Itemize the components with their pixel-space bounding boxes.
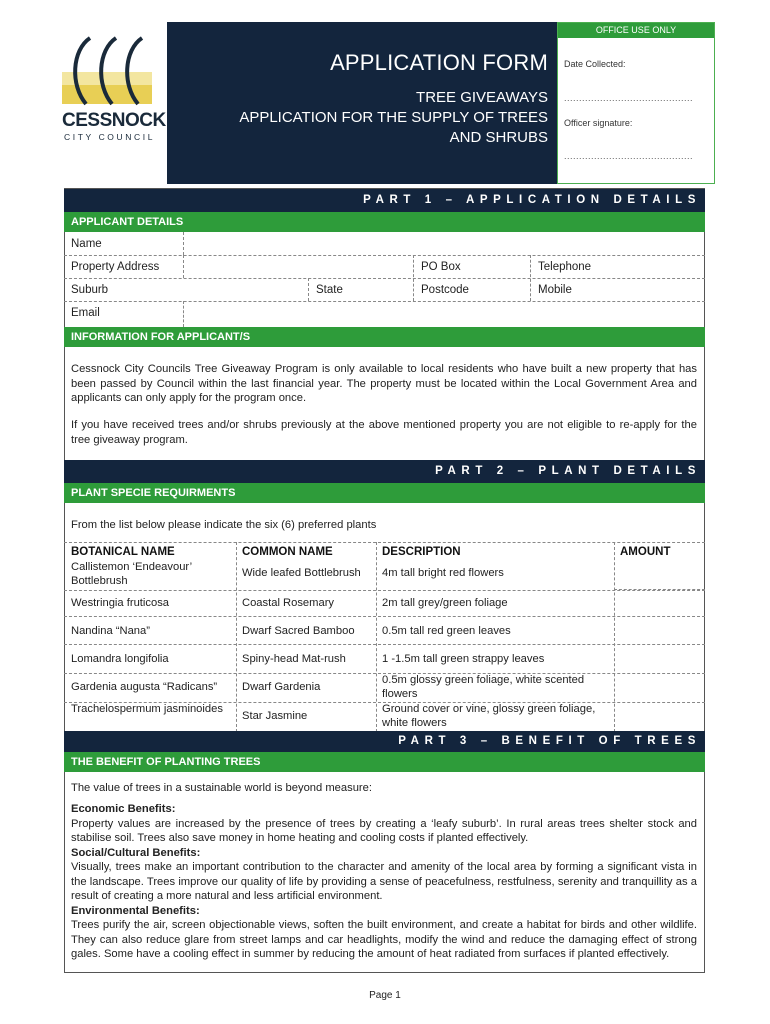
plant-description: Ground cover or vine, glossy green foliage, white flowers [382,703,596,729]
plant-description: 2m tall grey/green foliage [382,597,508,609]
email-label: Email [71,307,100,319]
plant-common-name: Wide leafed Bottlebrush [242,567,361,579]
plant-botanical-name: Lomandra longifolia [71,653,169,665]
name-divider [183,232,184,255]
logo-subtitle: CITY COUNCIL [64,132,156,142]
information-paragraph-2: If you have received trees and/or shrubs previously at the above mentioned property you are not eligible to re-apply for the tree giveaway program. [71,419,697,446]
information-heading: INFORMATION FOR APPLICANT/S [64,327,705,347]
plant-botanical-name: Trachelospermum jasminoides [71,703,223,715]
page-number: Page 1 [369,990,401,1001]
row-divider [64,255,705,256]
column-header-botanical: BOTANICAL NAME [71,546,175,558]
title-banner [167,22,557,184]
plant-specie-heading: PLANT SPECIE REQUIRMENTS [64,483,705,503]
form-subtitle-1: TREE GIVEAWAYS [416,89,548,106]
plant-botanical-name: Nandina “Nana” [71,625,150,637]
plant-botanical-name: Gardenia augusta “Radicans” [71,681,218,693]
part1-bar: PART 1 – APPLICATION DETAILS [64,189,705,212]
column-divider [308,278,309,301]
column-header-common: COMMON NAME [242,546,333,558]
column-divider [614,542,615,732]
officer-signature-field[interactable]: ........................................... [564,151,694,161]
plant-common-name: Dwarf Sacred Bamboo [242,625,355,637]
form-title: APPLICATION FORM [330,50,548,75]
column-header-description: DESCRIPTION [382,546,461,558]
postcode-label: Postcode [421,284,469,296]
plant-intro: From the list below please indicate the six (6) preferred plants [71,519,377,531]
plant-description: 0.5m tall red green leaves [382,625,511,637]
plant-botanical-name: Callistemon ‘Endeavour’ Bottlebrush [71,561,192,587]
row-divider [64,590,705,591]
officer-signature-label: Officer signature: [564,118,633,128]
economic-benefits-title: Economic Benefits: [71,803,176,815]
form-subtitle-3: AND SHRUBS [449,129,548,146]
social-benefits-text: Visually, trees make an important contribution to the character and amenity of the local area by forming a significant vista in the landscape. Trees improve our quality of life by providing a sense of peacefulness, restfulness, serenity and tranquillity as a result of creating a more natural and less artificial environment. [71,861,697,902]
column-divider [183,301,184,327]
plant-common-name: Spiny-head Mat-rush [242,653,346,665]
row-divider [64,616,705,617]
plant-common-name: Coastal Rosemary [242,597,335,609]
environmental-benefits-title: Environmental Benefits: [71,904,200,917]
plant-botanical-name: Westringia fruticosa [71,597,170,609]
logo-wordmark: CESSNOCK [62,110,166,131]
benefit-intro: The value of trees in a sustainable world is beyond measure: [71,782,372,794]
office-use-heading: OFFICE USE ONLY [558,23,714,38]
date-collected-field[interactable]: ........................................... [564,93,694,103]
date-collected-label: Date Collected: [564,59,626,69]
column-header-amount: AMOUNT [620,546,671,558]
plant-common-name: Dwarf Gardenia [242,681,321,693]
plant-description: 0.5m glossy green foliage, white scented flowers [382,674,585,700]
plant-common-name: Star Jasmine [242,710,308,722]
mobile-label: Mobile [538,284,572,296]
benefit-body [71,802,697,962]
telephone-label: Telephone [538,261,592,273]
property-address-label: Property Address [71,261,160,273]
plant-description: 1 -1.5m tall green strappy leaves [382,653,545,665]
information-paragraph-1: Cessnock City Councils Tree Giveaway Program is only available to local residents who have built a new property that has been passed by Council within the last financial year. The property must be located within the Local Government Area and applicants can only apply for the program once. [71,363,697,404]
name-label: Name [71,238,102,250]
column-divider [183,255,184,278]
economic-benefits-text: Property values are increased by the presence of trees by creating a ‘leafy suburb’. In rural areas trees shelter stock and stabilise soil. Trees also save money in home heating and cooling costs if planted effectively. [71,817,697,844]
part3-bar: PART 3 – BENEFIT OF TREES [64,731,705,752]
column-divider [236,542,237,732]
row-divider [64,278,705,279]
row-divider [64,644,705,645]
part2-bar: PART 2 – PLANT DETAILS [64,460,705,483]
table-top-line [64,542,705,543]
column-divider [376,542,377,732]
applicant-details-heading: APPLICANT DETAILS [64,212,705,232]
plant-description: 4m tall bright red flowers [382,567,504,579]
form-subtitle-2: APPLICATION FOR THE SUPPLY OF TREES [239,109,548,126]
social-benefits-title: Social/Cultural Benefits: [71,846,201,859]
po-box-label: PO Box [421,261,461,273]
row-divider [64,301,705,302]
suburb-label: Suburb [71,284,109,296]
office-use-box [557,22,715,184]
state-label: State [316,284,343,296]
benefit-heading: THE BENEFIT OF PLANTING TREES [64,752,705,772]
environmental-benefits-text: Trees purify the air, screen objectionable views, soften the built environment, and create a habitat for birds and other wildlife. They can also reduce glare from street lamps and car headlights, modify the wind and reduce the damaging effect of strong gales. Some have a cooling effect in summer by reducing the amount of heat radiated from surfaces if planted effectively. [71,919,697,960]
